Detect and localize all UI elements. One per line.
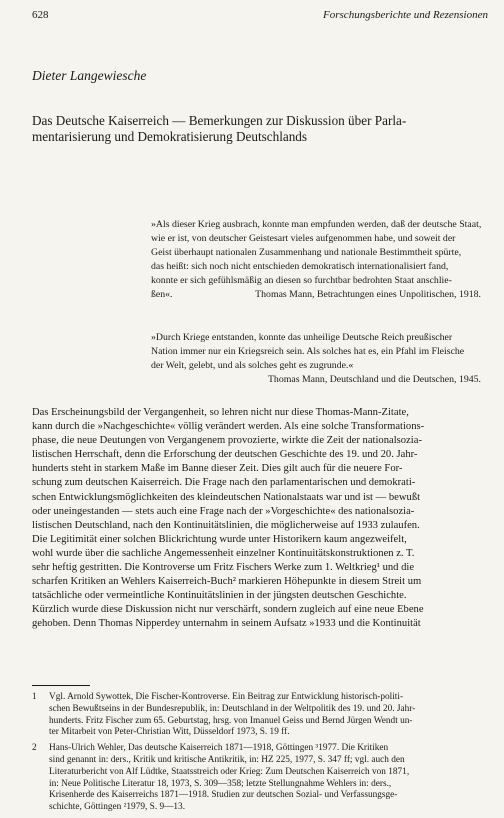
body-line: hunderts steht in starkem Maße im Banne dieser Zeit. Dies gilt auch für die neuere For- bbox=[32, 463, 403, 475]
footnote-line: sind genannt in: ders., Kritik und kritische Antikritik, in: HZ 225, 1977, S. 347 ff; vgl. auch den bbox=[49, 754, 405, 765]
epigraph-1 bbox=[151, 218, 481, 302]
body-line: sehr heftig gestritten. Die Kontroverse um Fritz Fischers Werke zum 1. Weltkrieg¹ und die bbox=[32, 562, 415, 574]
epigraph-line: »Als dieser Krieg ausbrach, konnte man empfunden werden, daß der deutsche Staat, bbox=[151, 219, 482, 230]
epigraph-line: das heißt: sich noch nicht entschieden demokratisch internationalisiert fand, bbox=[151, 261, 449, 272]
body-line: schen Entwicklungsmöglichkeiten des kleindeutschen Nationalstaats war und ist — bewußt bbox=[32, 491, 421, 503]
footnote-line: hunderts. Fritz Fischer zum 65. Geburtstag, hrsg. von Imanuel Geiss und Bernd Jürgen Wendt un- bbox=[49, 715, 413, 726]
body-line: scharfen Kritiken an Wehlers Kaiserreich-Buch² markieren Höhepunkte in diesem Streit um bbox=[32, 576, 422, 588]
footnote-2 bbox=[32, 743, 494, 814]
footnote-number: 1 bbox=[32, 692, 37, 702]
author-name: Dieter Langewiesche bbox=[32, 68, 147, 83]
epigraph-line: Nation immer nur ein Kriegsreich sein. Als solches hat es, ein Pfahl im Fleische bbox=[151, 346, 465, 357]
footnotes bbox=[32, 692, 494, 818]
footnote-line: schichte, Göttingen ²1979, S. 9—13. bbox=[49, 802, 186, 813]
footnote-line: Krisenherde des Kaiserreichs 1871—1918. Studien zur deutschen Sozial- und Verfassungsge- bbox=[49, 790, 398, 801]
body-line: tatsächliche oder vermeintliche Kontinuitätslinien in der jüngsten deutschen Geschichte. bbox=[32, 590, 407, 602]
footnote-line: ter Mitarbeit von Peter-Christian Witt, Düsseldorf 1973, S. 19 ff. bbox=[49, 727, 290, 738]
epigraph-line-last bbox=[151, 288, 481, 302]
epigraph-line: konnte er sich gefühlsmäßig an diesen so furchtbar bedrohten Staat anschlie- bbox=[151, 275, 452, 286]
epigraph-line: der Welt, gelebt, und als solches geht es zugrunde.« bbox=[151, 360, 354, 371]
body-line: oder uneingestanden — stets auch eine Frage nach der »Vorgeschichte« des nationalsozia- bbox=[32, 505, 415, 517]
body-line: Kürzlich wurde diese Diskussion nicht nur verschärft, sondern zugleich auf eine neue Ebene bbox=[32, 604, 424, 616]
footnote-line: Hans-Ulrich Wehler, Das deutsche Kaiserreich 1871—1918, Göttingen ³1977. Die Kritiken bbox=[49, 743, 389, 754]
body-line: gehoben. Denn Thomas Nipperdey unternahm in seinem Aufsatz »1933 und die Kontinuität bbox=[32, 618, 421, 630]
epigraph-attribution: Thomas Mann, Betrachtungen eines Unpolitischen, 1918. bbox=[255, 289, 481, 300]
epigraph-line: wie er ist, von deutscher Geistesart vieles aufgenommen habe, und soweit der bbox=[151, 233, 456, 244]
epigraph-2 bbox=[151, 331, 481, 387]
epigraph-line-text: ßen«. bbox=[151, 289, 173, 300]
page-header bbox=[32, 9, 488, 23]
footnote-line: in: Neue Politische Literatur 18, 1973, S. 309—358; letzte Stellungnahme Wehlers in: ders., bbox=[49, 778, 392, 789]
body-line: kann durch die »Nachgeschichte« völlig verändert werden. Als eine solche Transformations- bbox=[32, 421, 425, 433]
epigraph-line: »Durch Kriege entstanden, konnte das unheilige Deutsche Reich preußischer bbox=[151, 332, 453, 343]
body-text bbox=[32, 406, 492, 632]
body-line: listischen Deutschland, nach den Kontinuitätslinien, die möglicherweise auf 1933 zulaufen. bbox=[32, 519, 420, 531]
article-title bbox=[32, 113, 492, 145]
footnote-line: schen Bewußtseins in der Bundesrepublik, in: Deutschland in der Weltpolitik des 19. und 20. Jahr- bbox=[49, 703, 416, 714]
epigraph-line: Geist überhaupt nationalen Zusammenhang und nationale Bestimmtheit spürte, bbox=[151, 247, 462, 258]
title-line: Das Deutsche Kaiserreich — Bemerkungen zur Diskussion über Parla- bbox=[32, 113, 407, 128]
footnote-rule bbox=[32, 685, 90, 686]
body-line: schung zum deutschen Kaiserreich. Die Frage nach den parlamentarischen und demokrati- bbox=[32, 477, 416, 489]
body-line: Das Erscheinungsbild der Vergangenheit, so lehren nicht nur diese Thomas-Mann-Zitate, bbox=[32, 407, 409, 418]
body-line: phase, die neue Deutungen von Vergangenem provozierte, wirkte die Zeit der nationalsozia- bbox=[32, 435, 422, 447]
epigraph-attribution: Thomas Mann, Deutschland und die Deutschen, 1945. bbox=[267, 374, 481, 385]
page-number: 628 bbox=[32, 9, 49, 21]
footnote-number: 2 bbox=[32, 743, 37, 754]
footnote-line: Literaturbericht von Alf Lüdtke, Staatsstreich oder Krieg: Zum Deutschen Kaiserreich von 1871, bbox=[49, 766, 410, 777]
body-line: listischen Herrschaft, denn die Erforschung der deutschen Geschichte des 19. und 20. Jahr- bbox=[32, 449, 418, 461]
running-head: Forschungsberichte und Rezensionen bbox=[323, 9, 488, 21]
body-line: wohl wurde über die sachliche Angemessenheit einzelner Kontinuitätskonstruktionen z. T. bbox=[32, 547, 415, 559]
body-line: Die Legitimität einer solchen Blickrichtung wurde unter Historikern kaum angezweifelt, bbox=[32, 533, 407, 545]
footnote-1 bbox=[32, 692, 494, 739]
footnote-line: Vgl. Arnold Sywottek, Die Fischer-Kontroverse. Ein Beitrag zur Entwicklung historisch-politi- bbox=[49, 692, 404, 702]
title-line: mentarisierung und Demokratisierung Deutschlands bbox=[32, 129, 308, 144]
